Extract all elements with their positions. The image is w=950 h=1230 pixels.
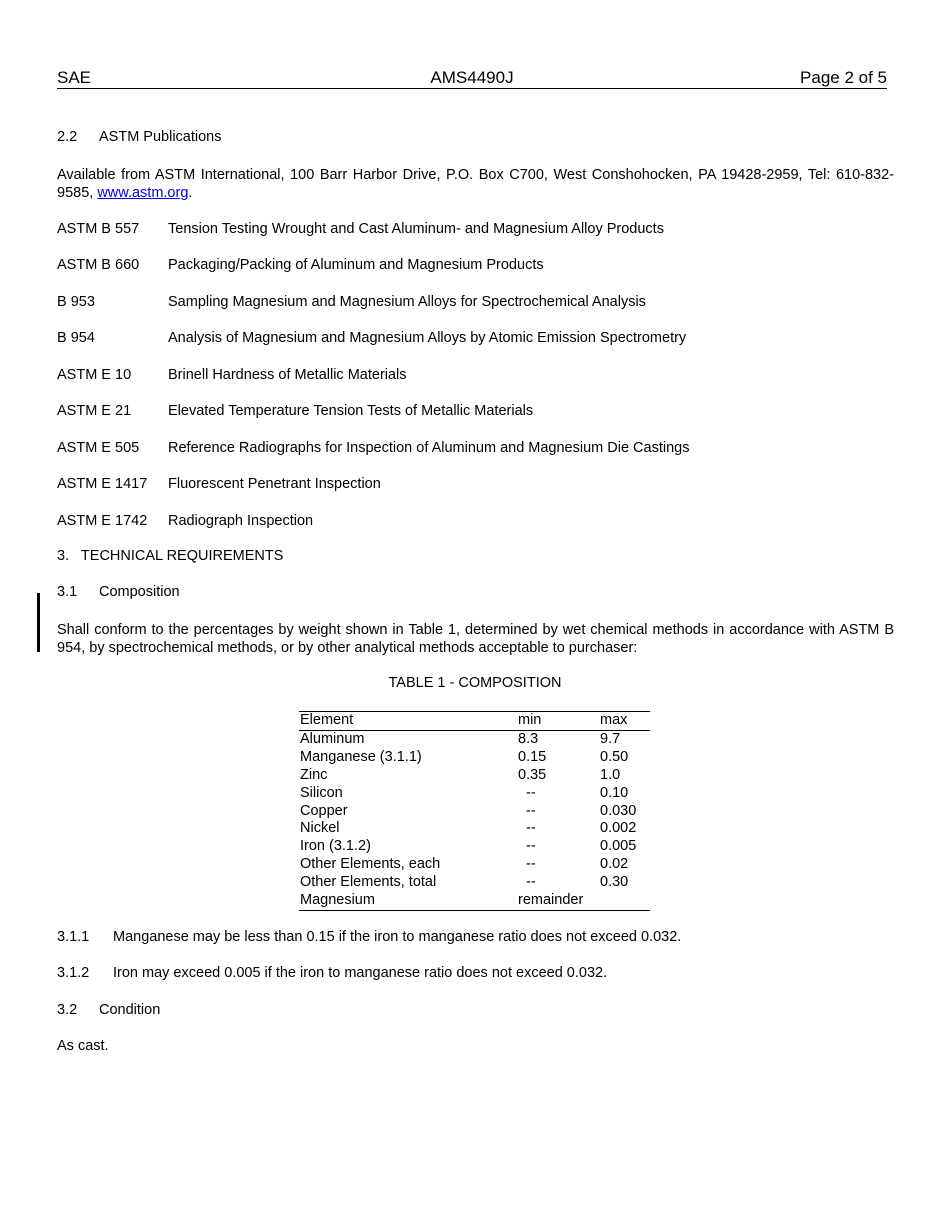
reference-item <box>57 256 544 274</box>
section-number: 3.2 <box>57 1002 78 1018</box>
cell-max: 0.50 <box>600 748 629 765</box>
reference-item <box>57 366 407 384</box>
cell-element: Aluminum <box>300 730 365 747</box>
section-3-heading: 3. TECHNICAL REQUIREMENTS <box>57 548 284 564</box>
availability-text: Available from ASTM International, 100 Barr Harbor Drive, P.O. Box C700, West Conshohocken, PA 19428-2959, Tel: 610-832-9585, <box>57 167 894 201</box>
note-text: Iron may exceed 0.005 if the iron to manganese ratio does not exceed 0.032. <box>113 965 608 981</box>
cell-min: -- <box>518 856 536 873</box>
cell-min: -- <box>518 802 536 819</box>
table-row <box>299 892 650 910</box>
reference-title: Analysis of Magnesium and Magnesium Alloys by Atomic Emission Spectrometry <box>168 330 687 346</box>
reference-code: ASTM B 557 <box>57 221 140 237</box>
reference-code: ASTM E 1417 <box>57 476 148 492</box>
cell-element: Iron (3.1.2) <box>300 838 371 855</box>
table-row <box>299 730 650 748</box>
table-row <box>299 856 650 874</box>
cell-max: 0.005 <box>600 838 637 855</box>
cell-max <box>599 892 650 910</box>
table-title: TABLE 1 - COMPOSITION <box>388 675 562 691</box>
reference-title: Tension Testing Wrought and Cast Aluminum- and Magnesium Alloy Products <box>168 221 664 237</box>
column-header-max: max <box>600 712 628 728</box>
cell-max: 0.10 <box>600 784 629 801</box>
cell-element: Magnesium <box>300 892 375 909</box>
reference-title: Elevated Temperature Tension Tests of Metallic Materials <box>168 403 534 419</box>
cell-max: 9.7 <box>600 730 621 747</box>
cell-element: Nickel <box>300 820 340 837</box>
header-doc-number: AMS4490J <box>430 68 514 87</box>
cell-min: -- <box>518 838 536 855</box>
table-row <box>299 820 650 838</box>
revision-change-bar <box>37 593 40 652</box>
cell-element: Copper <box>300 802 348 819</box>
reference-item <box>57 475 381 493</box>
table-row <box>299 838 650 856</box>
section-2-2-heading <box>57 129 222 145</box>
reference-title: Reference Radiographs for Inspection of Aluminum and Magnesium Die Castings <box>168 440 690 456</box>
note-text: Manganese may be less than 0.15 if the iron to manganese ratio does not exceed 0.032. <box>113 929 682 945</box>
reference-title: Packaging/Packing of Aluminum and Magnesium Products <box>168 257 544 273</box>
reference-code: ASTM E 10 <box>57 367 132 383</box>
astm-availability-paragraph <box>57 166 894 202</box>
cell-min: 8.3 <box>518 730 539 747</box>
table-row <box>299 874 650 892</box>
page-header <box>57 68 887 89</box>
cell-max: 1.0 <box>600 766 621 783</box>
cell-max: 0.02 <box>600 856 629 873</box>
reference-title: Brinell Hardness of Metallic Materials <box>168 367 407 383</box>
note-number: 3.1.1 <box>57 929 90 945</box>
cell-min: -- <box>518 874 536 891</box>
section-title: ASTM Publications <box>99 129 222 145</box>
condition-text: As cast. <box>57 1038 109 1054</box>
table-row <box>299 803 650 821</box>
cell-element: Other Elements, total <box>300 874 437 891</box>
cell-max: 0.002 <box>600 820 637 837</box>
reference-title: Sampling Magnesium and Magnesium Alloys for Spectrochemical Analysis <box>168 294 646 310</box>
reference-code: B 954 <box>57 330 95 346</box>
table-row <box>299 749 650 767</box>
reference-code: ASTM B 660 <box>57 257 140 273</box>
cell-element: Silicon <box>300 784 343 801</box>
note-number: 3.1.2 <box>57 965 90 981</box>
table-header-row <box>299 712 650 731</box>
reference-code: ASTM E 505 <box>57 440 140 456</box>
cell-min: 0.15 <box>518 748 547 765</box>
reference-item <box>57 293 646 311</box>
section-3-2-heading <box>57 1002 160 1018</box>
section-3-1-heading <box>57 584 180 600</box>
reference-code: B 953 <box>57 294 95 310</box>
table-row <box>299 785 650 803</box>
reference-title: Radiograph Inspection <box>168 513 314 529</box>
reference-item <box>57 329 686 347</box>
reference-code: ASTM E 21 <box>57 403 132 419</box>
cell-element: Zinc <box>300 766 328 783</box>
cell-min: 0.35 <box>518 766 547 783</box>
cell-min: -- <box>518 820 536 837</box>
reference-item <box>57 439 689 457</box>
cell-element: Manganese (3.1.1) <box>300 748 422 765</box>
table-row <box>299 767 650 785</box>
note-3-1-2 <box>57 965 607 981</box>
composition-paragraph: Shall conform to the percentages by weight shown in Table 1, determined by wet chemical methods in accordance with ASTM B 954, by spectrochemical methods, or by other analytical methods acceptable to purchaser: <box>57 622 903 656</box>
column-header-element: Element <box>300 712 354 728</box>
section-title: Condition <box>99 1002 161 1018</box>
section-number: 3.1 <box>57 584 78 600</box>
column-header-min: min <box>518 712 542 728</box>
cell-min: -- <box>518 784 536 801</box>
reference-item <box>57 220 664 238</box>
availability-text-end: . <box>188 185 193 201</box>
note-3-1-1 <box>57 929 681 945</box>
header-page-number: Page 2 of 5 <box>800 68 887 87</box>
astm-website-link[interactable]: www.astm.org <box>97 185 189 201</box>
section-title: Composition <box>99 584 180 600</box>
reference-code: ASTM E 1742 <box>57 513 148 529</box>
reference-item <box>57 402 533 420</box>
cell-max: 0.030 <box>600 802 637 819</box>
composition-table <box>299 711 650 911</box>
section-number: 2.2 <box>57 129 78 145</box>
cell-min: remainder <box>518 892 584 909</box>
reference-item <box>57 512 313 530</box>
reference-title: Fluorescent Penetrant Inspection <box>168 476 381 492</box>
cell-max: 0.30 <box>600 874 629 891</box>
header-org: SAE <box>57 68 92 87</box>
cell-element: Other Elements, each <box>300 856 441 873</box>
